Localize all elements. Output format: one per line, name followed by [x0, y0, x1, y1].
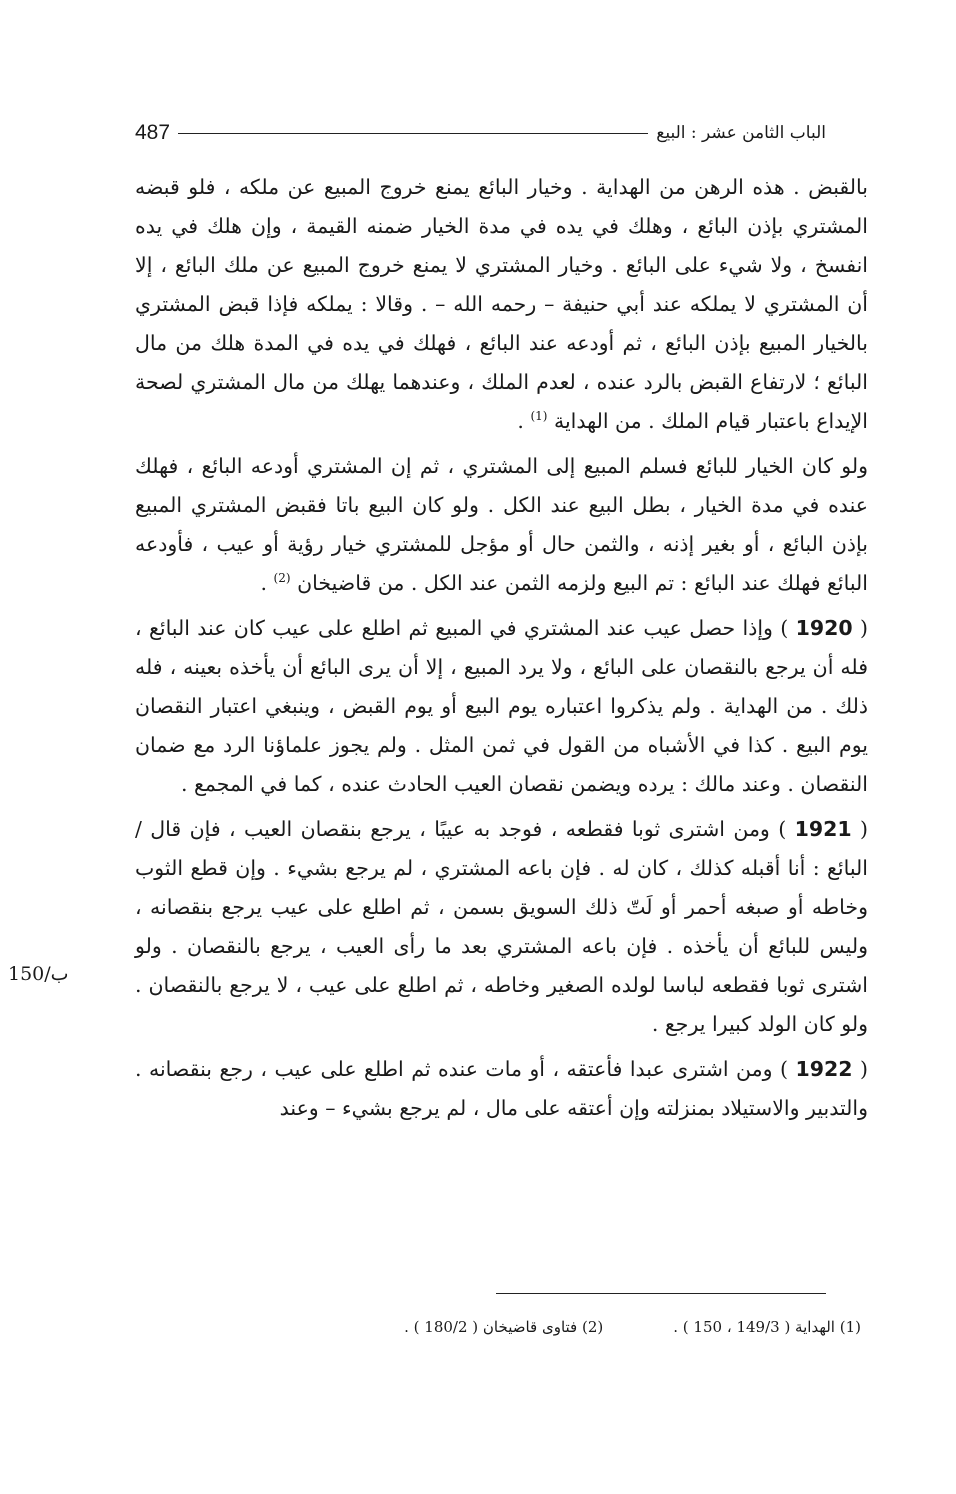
margin-folio-note: 150/ب [8, 963, 69, 985]
paragraph: ( 1922 ) ومن اشترى عبدا فأعتقه ، أو مات عنده ثم اطلع على عيب ، رجع بنقصانه . والتدبير والاستيلاد بمنزلته وإن أعتقه على مال ، لم يرجع بشيء – وعند [135, 1057, 869, 1120]
footnote-ref: (1) [530, 409, 548, 424]
paragraph: ( 1920 ) وإذا حصل عيب عند المشتري في المبيع ثم اطلع على عيب كان عند البائع ، فله أن يرجع بالنقصان على البائع ، ولا يرد المبيع ، إلا أن يرى البائع أن يأخذه بعينه ، فله ذلك . من الهداية . ولم يذكروا اعتباره يوم البيع أو يوم القبض ، وينبغي اعتبار النقصان يوم البيع . كذا في الأشباه من القول في ثمن المثل . ولم يجوز علماؤنا الرد مع ضمان النقصان . وعند مالك : يرده ويضمن نقصان العيب الحادث عنده ، كما في المجمع . [135, 616, 869, 796]
footnote: (2) فتاوى قاضيخان ( 180/2 ) . [404, 1318, 604, 1336]
article-number: 1921 [794, 817, 852, 841]
footnote-rule [496, 1293, 826, 1294]
main-text [135, 168, 868, 1134]
page-header [135, 118, 826, 148]
chapter-title: الباب الثامن عشر : البيع [656, 123, 826, 143]
footnote: (1) الهداية ( 149/3 ، 150 ) . [673, 1318, 861, 1336]
paragraph: ( 1921 ) ومن اشترى ثوبا فقطعه ، فوجد به عيبًا ، يرجع بنقصان العيب ، فإن قال / البائع : أنا أقبله كذلك ، كان له . فإن باعه المشتري ، لم يرجع بشيء . وإن قطع الثوب وخاطه أو صبغه أحمر أو لَتّ ذلك السويق بسمن ، ثم اطلع على عيب يرجع بنقصانه ، وليس للبائع أن يأخذه . فإن باعه المشتري بعد ما رأى العيب ، يرجع بالنقصان . ولو اشترى ثوبا فقطعه لباسا لولده الصغير وخاطه ، ثم اطلع على عيب ، لا يرجع بالنقصان . ولو كان الولد كبيرا يرجع . [135, 817, 869, 1036]
header-rule [178, 133, 648, 134]
footnotes [150, 1318, 861, 1336]
paragraph: ولو كان الخيار للبائع فسلم المبيع إلى المشتري ، ثم إن المشتري أودعه البائع ، فهلك عنده في مدة الخيار ، بطل البيع عند الكل . ولو كان البيع باتا فقبض المشتري المبيع بإذن البائع ، أو بغير إذنه ، والثمن حال أو مؤجل للمشتري خيار رؤية أو عيب ، فأودعه البائع فهلك عند البائع : تم البيع ولزمه الثمن عند الكل . من قاضيخان $^{(2)}$ . [135, 454, 868, 595]
paragraph: بالقبض . هذه الرهن من الهداية . وخيار البائع يمنع خروج المبيع عن ملكه ، فلو قبضه المشتري بإذن البائع ، وهلك في يده في مدة الخيار ضمنه القيمة ، وإن هلك في يده انفسخ ، ولا شيء على البائع . وخيار المشتري لا يمنع خروج المبيع عن ملك البائع ، إلا أن المشتري لا يملكه عند أبي حنيفة – رحمه الله – . وقالا : يملكه فإذا قبض المشتري بالخيار المبيع بإذن البائع ، ثم أودعه عند البائع ، فهلك في يده في المدة هلك من مال البائع ؛ لارتفاع القبض بالرد عنده ، لعدم الملك ، وعندهما يهلك من مال المشتري لصحة الإيداع باعتبار قيام الملك . من الهداية $^{(1)}$ . [135, 175, 868, 433]
article-number: 1920 [795, 616, 853, 640]
page-number: 487 [135, 121, 171, 144]
footnote-ref: (2) [273, 571, 291, 586]
article-number: 1922 [795, 1057, 853, 1081]
